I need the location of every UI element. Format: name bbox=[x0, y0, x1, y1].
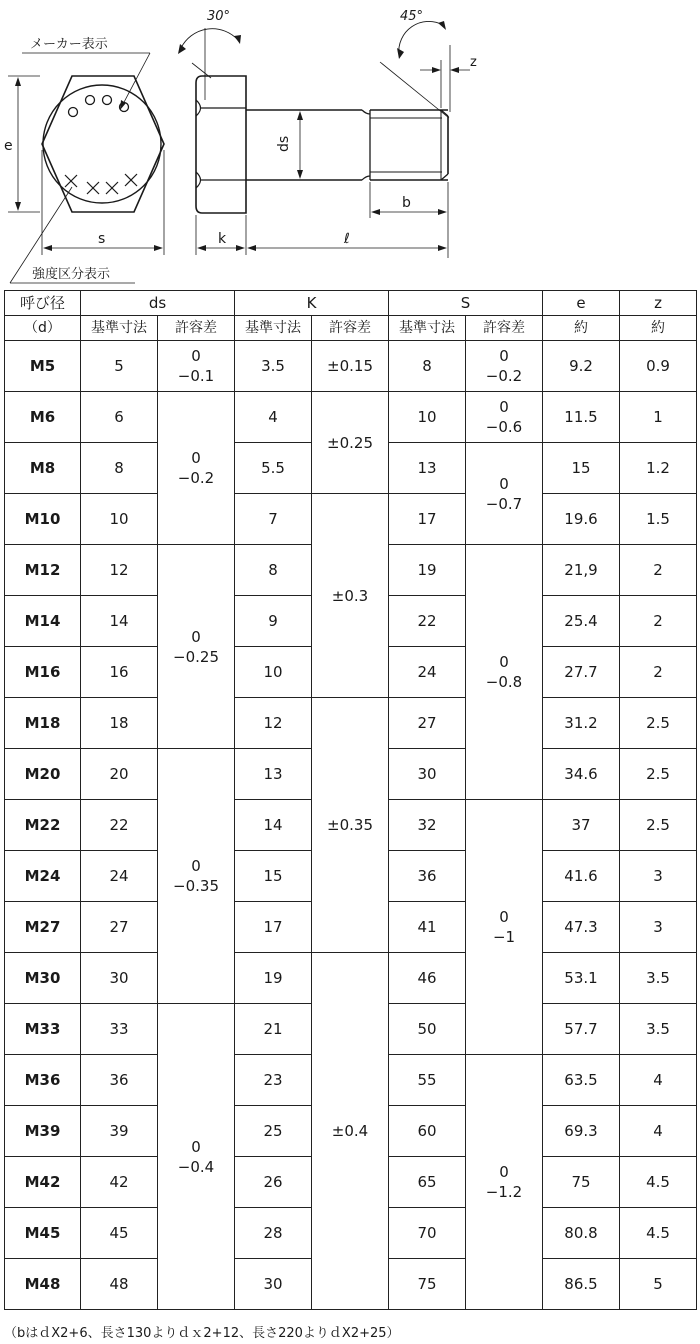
cell-ds-std: 14 bbox=[81, 596, 158, 647]
bolt-drawing bbox=[0, 0, 700, 290]
cell-k-tol bbox=[312, 392, 389, 494]
cell-ds-std: 8 bbox=[81, 443, 158, 494]
cell-s-std: 17 bbox=[389, 494, 466, 545]
cell-k-tol bbox=[312, 698, 389, 953]
tolerance-lower: −1 bbox=[492, 928, 516, 946]
table-row bbox=[5, 341, 697, 392]
subheader-s-std: 基準寸法 bbox=[389, 316, 466, 341]
cell-k-std: 3.5 bbox=[235, 341, 312, 392]
tolerance-lower: −0.2 bbox=[177, 469, 215, 487]
tolerance-lower: −1.2 bbox=[485, 1183, 523, 1201]
cell-k-std: 15 bbox=[235, 851, 312, 902]
tolerance-upper: ±0.3 bbox=[331, 586, 369, 605]
maker-mark-label: メーカー表示 bbox=[30, 37, 108, 52]
cell-ds-std: 6 bbox=[81, 392, 158, 443]
subheader-k-tol: 許容差 bbox=[312, 316, 389, 341]
cell-s-tol bbox=[466, 545, 543, 800]
cell-k-std: 13 bbox=[235, 749, 312, 800]
cell-size: M18 bbox=[5, 698, 81, 749]
tolerance-lower: −0.6 bbox=[485, 418, 523, 436]
cell-ds-std: 30 bbox=[81, 953, 158, 1004]
dim-z-label: z bbox=[470, 55, 477, 70]
subheader-e-approx: 約 bbox=[543, 316, 620, 341]
maker-mark-dot bbox=[86, 96, 95, 105]
cell-s-tol bbox=[466, 800, 543, 1055]
cell-e: 15 bbox=[543, 443, 620, 494]
cell-k-std: 4 bbox=[235, 392, 312, 443]
tolerance-upper: 0 bbox=[499, 908, 509, 926]
cell-z: 1 bbox=[620, 392, 697, 443]
tolerance-upper: 0 bbox=[499, 398, 509, 416]
cell-z: 2.5 bbox=[620, 749, 697, 800]
cell-k-std: 25 bbox=[235, 1106, 312, 1157]
header-s: S bbox=[389, 291, 543, 316]
cell-k-std: 9 bbox=[235, 596, 312, 647]
tolerance-upper: ±0.4 bbox=[331, 1122, 369, 1140]
cell-size: M27 bbox=[5, 902, 81, 953]
cell-s-std: 65 bbox=[389, 1157, 466, 1208]
cell-z: 2 bbox=[620, 647, 697, 698]
cell-s-tol bbox=[466, 1055, 543, 1310]
cell-e: 27.7 bbox=[543, 647, 620, 698]
tolerance-upper: 0 bbox=[191, 1137, 201, 1156]
cell-size: M5 bbox=[5, 341, 81, 392]
cell-size: M24 bbox=[5, 851, 81, 902]
cell-z: 3.5 bbox=[620, 953, 697, 1004]
header-e: e bbox=[543, 291, 620, 316]
cell-size: M10 bbox=[5, 494, 81, 545]
tolerance-upper: 0 bbox=[191, 857, 201, 875]
cell-size: M39 bbox=[5, 1106, 81, 1157]
cell-size: M36 bbox=[5, 1055, 81, 1106]
tolerance-lower: −0.35 bbox=[173, 877, 219, 895]
cell-e: 41.6 bbox=[543, 851, 620, 902]
cell-z: 3.5 bbox=[620, 1004, 697, 1055]
cell-z: 2 bbox=[620, 596, 697, 647]
subheader-k-std: 基準寸法 bbox=[235, 316, 312, 341]
cell-z: 2 bbox=[620, 545, 697, 596]
cell-ds-tol bbox=[158, 392, 235, 545]
table-row bbox=[5, 953, 697, 1004]
bolt-side-view bbox=[178, 21, 470, 258]
tolerance-lower: −0.7 bbox=[485, 494, 523, 513]
cell-s-std: 70 bbox=[389, 1208, 466, 1259]
tolerance-upper: ±0.25 bbox=[327, 433, 373, 452]
cell-s-std: 46 bbox=[389, 953, 466, 1004]
table-body bbox=[5, 341, 697, 1310]
cell-ds-tol bbox=[158, 1004, 235, 1310]
cell-ds-std: 18 bbox=[81, 698, 158, 749]
cell-z: 2.5 bbox=[620, 698, 697, 749]
cell-ds-std: 24 bbox=[81, 851, 158, 902]
cell-size: M6 bbox=[5, 392, 81, 443]
dim-ds-label: ds bbox=[276, 135, 292, 152]
dim-l-label: ℓ bbox=[344, 231, 350, 247]
angle-30-label: 30° bbox=[207, 9, 231, 24]
cell-z: 0.9 bbox=[620, 341, 697, 392]
cell-e: 34.6 bbox=[543, 749, 620, 800]
cell-z: 4 bbox=[620, 1055, 697, 1106]
cell-e: 19.6 bbox=[543, 494, 620, 545]
tolerance-upper: 0 bbox=[499, 474, 509, 493]
tolerance-upper: ±0.15 bbox=[327, 357, 373, 375]
cell-s-std: 30 bbox=[389, 749, 466, 800]
subheader-z-approx: 約 bbox=[620, 316, 697, 341]
cell-e: 31.2 bbox=[543, 698, 620, 749]
cell-s-std: 60 bbox=[389, 1106, 466, 1157]
cell-s-tol bbox=[466, 392, 543, 443]
cell-k-tol bbox=[312, 341, 389, 392]
cell-k-std: 28 bbox=[235, 1208, 312, 1259]
dim-k-label: k bbox=[218, 231, 227, 247]
cell-size: M12 bbox=[5, 545, 81, 596]
grade-mark-crosses bbox=[65, 174, 137, 194]
table-row bbox=[5, 494, 697, 545]
cell-k-std: 12 bbox=[235, 698, 312, 749]
cell-k-std: 19 bbox=[235, 953, 312, 1004]
table-header-row bbox=[5, 291, 697, 316]
cell-e: 21,9 bbox=[543, 545, 620, 596]
cell-size: M8 bbox=[5, 443, 81, 494]
dim-b-label: b bbox=[402, 195, 411, 211]
grade-mark-label: 強度区分表示 bbox=[32, 267, 111, 282]
cell-ds-std: 39 bbox=[81, 1106, 158, 1157]
cell-e: 69.3 bbox=[543, 1106, 620, 1157]
cell-size: M16 bbox=[5, 647, 81, 698]
cell-ds-std: 20 bbox=[81, 749, 158, 800]
header-nominal: 呼び径 bbox=[5, 291, 81, 316]
table-row bbox=[5, 698, 697, 749]
cell-e: 63.5 bbox=[543, 1055, 620, 1106]
tolerance-upper: 0 bbox=[499, 347, 509, 365]
cell-ds-std: 42 bbox=[81, 1157, 158, 1208]
cell-e: 57.7 bbox=[543, 1004, 620, 1055]
cell-z: 2.5 bbox=[620, 800, 697, 851]
cell-s-std: 27 bbox=[389, 698, 466, 749]
header-k: K bbox=[235, 291, 389, 316]
maker-mark-dot bbox=[103, 96, 112, 105]
cell-s-std: 55 bbox=[389, 1055, 466, 1106]
cell-k-std: 8 bbox=[235, 545, 312, 596]
cell-s-std: 32 bbox=[389, 800, 466, 851]
cell-s-std: 41 bbox=[389, 902, 466, 953]
dim-s-label: s bbox=[98, 231, 106, 247]
table-subheader-row bbox=[5, 316, 697, 341]
cell-ds-std: 45 bbox=[81, 1208, 158, 1259]
cell-e: 25.4 bbox=[543, 596, 620, 647]
cell-ds-std: 22 bbox=[81, 800, 158, 851]
cell-s-std: 36 bbox=[389, 851, 466, 902]
cell-e: 80.8 bbox=[543, 1208, 620, 1259]
cell-z: 3 bbox=[620, 851, 697, 902]
cell-e: 75 bbox=[543, 1157, 620, 1208]
cell-s-std: 19 bbox=[389, 545, 466, 596]
cell-size: M14 bbox=[5, 596, 81, 647]
cell-k-std: 10 bbox=[235, 647, 312, 698]
cell-k-std: 21 bbox=[235, 1004, 312, 1055]
tolerance-upper: 0 bbox=[191, 347, 201, 365]
cell-k-std: 5.5 bbox=[235, 443, 312, 494]
cell-e: 9.2 bbox=[543, 341, 620, 392]
cell-k-std: 17 bbox=[235, 902, 312, 953]
tolerance-lower: −0.25 bbox=[173, 647, 219, 666]
footnote: （bはｄX2+6、長さ130よりｄｘ2+12、長さ220よりｄX2+25） bbox=[4, 1326, 400, 1341]
cell-e: 53.1 bbox=[543, 953, 620, 1004]
cell-z: 4 bbox=[620, 1106, 697, 1157]
table-row bbox=[5, 392, 697, 443]
tolerance-lower: −0.1 bbox=[177, 367, 215, 385]
cell-s-std: 24 bbox=[389, 647, 466, 698]
cell-k-std: 26 bbox=[235, 1157, 312, 1208]
tolerance-upper: 0 bbox=[191, 449, 201, 467]
cell-e: 11.5 bbox=[543, 392, 620, 443]
subheader-nominal: （d） bbox=[5, 316, 81, 341]
cell-size: M20 bbox=[5, 749, 81, 800]
tolerance-upper: 0 bbox=[499, 653, 509, 671]
subheader-s-tol: 許容差 bbox=[466, 316, 543, 341]
dim-e-label: e bbox=[4, 138, 13, 154]
cell-s-std: 50 bbox=[389, 1004, 466, 1055]
tolerance-upper: 0 bbox=[191, 627, 201, 646]
cell-size: M30 bbox=[5, 953, 81, 1004]
cell-s-std: 22 bbox=[389, 596, 466, 647]
cell-k-tol bbox=[312, 494, 389, 698]
subheader-ds-tol: 許容差 bbox=[158, 316, 235, 341]
cell-z: 3 bbox=[620, 902, 697, 953]
tolerance-upper: ±0.35 bbox=[327, 816, 373, 834]
cell-ds-std: 12 bbox=[81, 545, 158, 596]
tolerance-lower: −0.4 bbox=[177, 1157, 215, 1176]
cell-z: 5 bbox=[620, 1259, 697, 1310]
cell-size: M33 bbox=[5, 1004, 81, 1055]
cell-s-std: 75 bbox=[389, 1259, 466, 1310]
cell-z: 4.5 bbox=[620, 1157, 697, 1208]
cell-k-std: 14 bbox=[235, 800, 312, 851]
cell-size: M45 bbox=[5, 1208, 81, 1259]
header-ds: ds bbox=[81, 291, 235, 316]
dimension-table bbox=[4, 290, 697, 1310]
tolerance-lower: −0.8 bbox=[485, 673, 523, 691]
cell-ds-tol bbox=[158, 545, 235, 749]
maker-mark-dot bbox=[69, 108, 78, 117]
cell-z: 4.5 bbox=[620, 1208, 697, 1259]
cell-ds-std: 10 bbox=[81, 494, 158, 545]
cell-s-tol bbox=[466, 443, 543, 545]
cell-ds-std: 16 bbox=[81, 647, 158, 698]
cell-size: M42 bbox=[5, 1157, 81, 1208]
cell-size: M48 bbox=[5, 1259, 81, 1310]
angle-45-label: 45° bbox=[400, 9, 424, 24]
cell-ds-std: 27 bbox=[81, 902, 158, 953]
cell-ds-tol bbox=[158, 749, 235, 1004]
cell-z: 1.2 bbox=[620, 443, 697, 494]
cell-size: M22 bbox=[5, 800, 81, 851]
cell-z: 1.5 bbox=[620, 494, 697, 545]
cell-e: 47.3 bbox=[543, 902, 620, 953]
tolerance-upper: 0 bbox=[499, 1163, 509, 1181]
cell-ds-tol bbox=[158, 341, 235, 392]
cell-k-std: 30 bbox=[235, 1259, 312, 1310]
header-z: z bbox=[620, 291, 697, 316]
hex-head-front-view bbox=[8, 53, 164, 283]
cell-s-std: 10 bbox=[389, 392, 466, 443]
cell-e: 86.5 bbox=[543, 1259, 620, 1310]
cell-s-tol bbox=[466, 341, 543, 392]
tolerance-lower: −0.2 bbox=[485, 367, 523, 385]
cell-s-std: 8 bbox=[389, 341, 466, 392]
cell-e: 37 bbox=[543, 800, 620, 851]
cell-ds-std: 48 bbox=[81, 1259, 158, 1310]
cell-ds-std: 33 bbox=[81, 1004, 158, 1055]
cell-ds-std: 5 bbox=[81, 341, 158, 392]
subheader-ds-std: 基準寸法 bbox=[81, 316, 158, 341]
cell-s-std: 13 bbox=[389, 443, 466, 494]
cell-ds-std: 36 bbox=[81, 1055, 158, 1106]
cell-k-std: 23 bbox=[235, 1055, 312, 1106]
cell-k-tol bbox=[312, 953, 389, 1310]
cell-k-std: 7 bbox=[235, 494, 312, 545]
